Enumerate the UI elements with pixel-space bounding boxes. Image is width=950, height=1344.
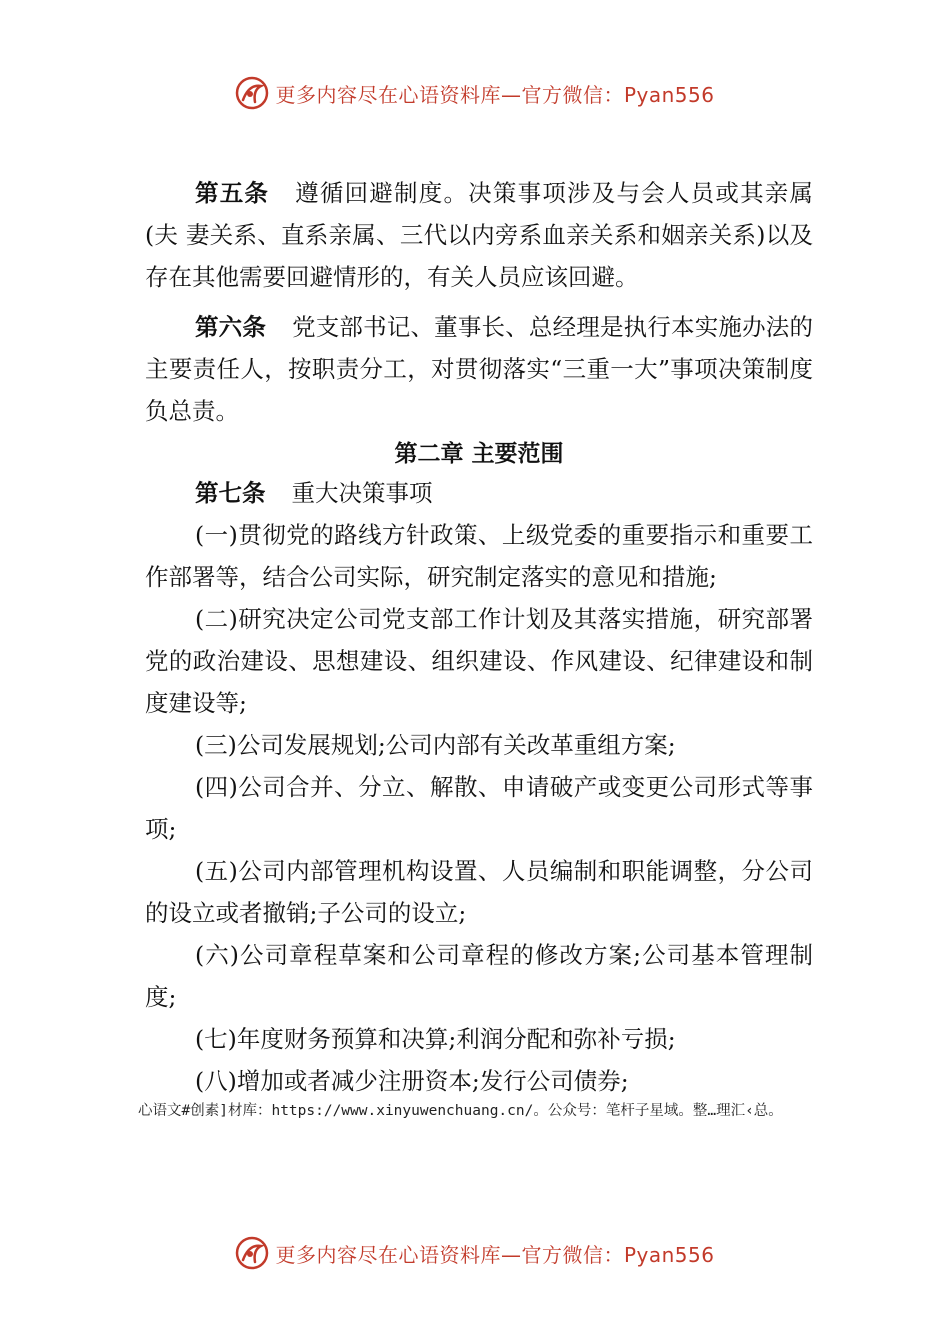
list-item: (二)研究决定公司党支部工作计划及其落实措施，研究部署党的政治建设、思想建设、组织建设、作风建设、纪律建设和制度建设等;: [145, 605, 813, 717]
list-item: (四)公司合并、分立、解散、申请破产或变更公司形式等事项;: [145, 773, 813, 843]
header-banner-text: 更多内容尽在心语资料库—官方微信：Pyan556: [275, 82, 715, 107]
list-item: (七)年度财务预算和决算;利润分配和弥补亏损;: [195, 1025, 676, 1053]
article-5-label: 第五条: [195, 179, 270, 207]
red-seal-logo-icon: [235, 1236, 269, 1270]
article-6-text: 党支部书记、董事长、总经理是执行本实施办法的主要责任人，按职责分工，对贯彻落实“三重一大”事项决策制度负总责。: [145, 313, 813, 425]
article-7-text: 重大决策事项: [291, 479, 433, 507]
list-item: (六)公司章程草案和公司章程的修改方案;公司基本管理制度;: [145, 941, 813, 1011]
list-item: (八)增加或者减少注册资本;发行公司债券;: [195, 1067, 629, 1095]
article-7: [145, 472, 813, 514]
footer-banner: [0, 1228, 950, 1278]
document-body: [145, 172, 813, 1102]
article-5: [145, 172, 813, 298]
red-seal-logo-icon: [235, 76, 269, 110]
list-item: (一)贯彻党的路线方针政策、上级党委的重要指示和重要工作部署等，结合公司实际，研究制定落实的意见和措施;: [145, 521, 813, 591]
article-7-label: 第七条: [195, 479, 266, 507]
footer-note: 心语文#创素]材库：https://www.xinyuwenchuang.cn/。公众号：笔杆子星域。整…理汇‹总。: [138, 1103, 783, 1119]
article-5-text: 遵循回避制度。决策事项涉及与会人员或其亲属(夫 妻关系、直系亲属、三代以内旁系血亲关系和姻亲关系)以及存在其他需要回避情形的，有关人员应该回避。: [145, 179, 814, 291]
article-6-label: 第六条: [195, 313, 267, 341]
chapter-title: 第二章 主要范围: [394, 441, 564, 467]
article-6: [145, 306, 813, 432]
list-item: (三)公司发展规划;公司内部有关改革重组方案;: [195, 731, 676, 759]
footer-banner-text: 更多内容尽在心语资料库—官方微信：Pyan556: [275, 1242, 715, 1267]
header-banner: [0, 68, 950, 118]
list-item: (五)公司内部管理机构设置、人员编制和职能调整，分公司 的设立或者撤销;子公司的设立;: [145, 857, 813, 927]
